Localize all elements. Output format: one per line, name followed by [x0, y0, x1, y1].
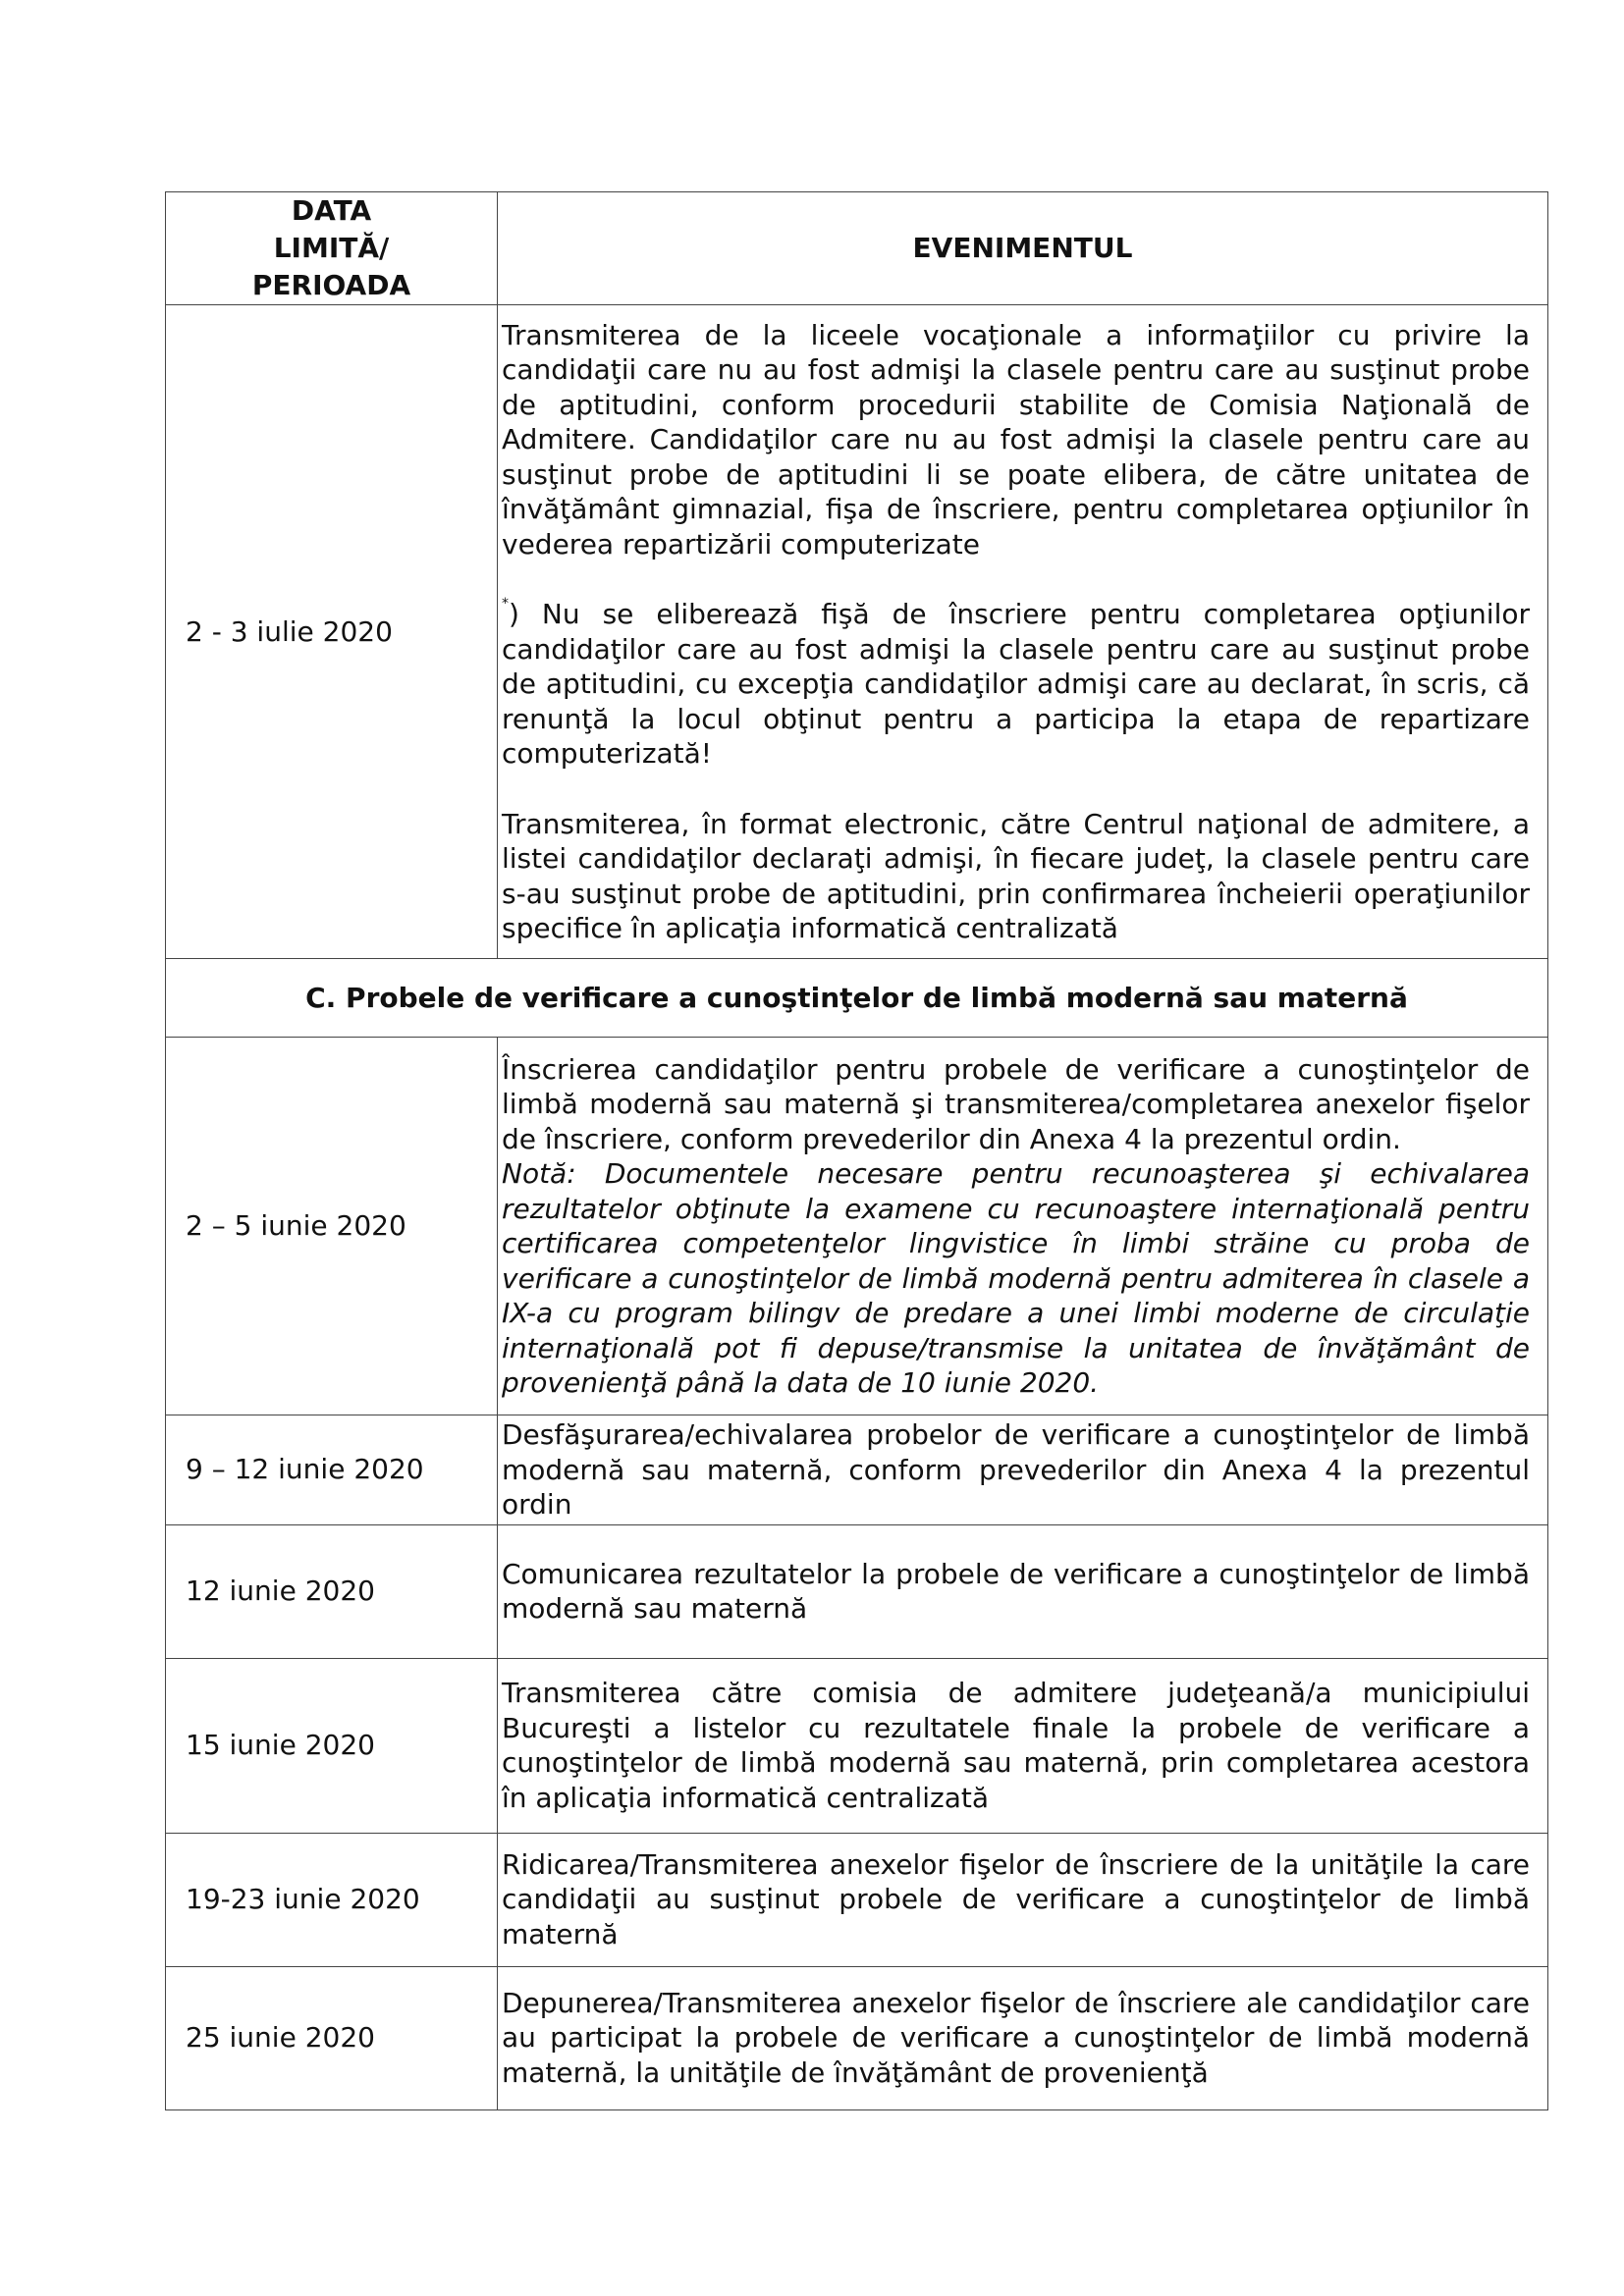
date-cell: 25 iunie 2020 — [166, 1966, 498, 2109]
date-cell: 9 – 12 iunie 2020 — [166, 1415, 498, 1525]
header-date-cell — [166, 192, 498, 305]
event-paragraph: Transmiterea de la liceele vocaţionale a informaţiilor cu privire la candidaţii care nu au fost admişi la clasele pentru care au susţinut probe de aptitudini, conform procedurii stabilite de Comisia Naţională de Admitere. Candidaţilor care nu au fost admişi la clasele pentru care au susţinut probe de aptitudini li se poate elibera, de către unitatea de învăţământ gimnazial, fişa de înscriere, pentru completarea opţiunilor în vederea repartizării computerizate — [502, 318, 1530, 561]
table-row — [166, 1966, 1548, 2109]
header-date-label: DATA LIMITĂ/ PERIOADA — [251, 194, 411, 301]
header-event-label: EVENIMENTUL — [912, 232, 1133, 264]
section-heading: C. Probele de verificare a cunoştinţelor de limbă modernă sau maternă — [166, 959, 1548, 1038]
header-event-cell — [498, 192, 1548, 305]
event-cell — [498, 1038, 1548, 1415]
footnote-mark: * — [502, 596, 509, 612]
event-cell: Comunicarea rezultatelor la probele de verificare a cunoştinţelor de limbă modernă sau maternă — [498, 1524, 1548, 1658]
table-row — [166, 1038, 1548, 1415]
event-cell: Ridicarea/Transmiterea anexelor fişelor de înscriere de la unităţile la care candidaţii au susţinut probele de verificare a cunoştinţelor de limbă maternă — [498, 1833, 1548, 1966]
footnote-text: ) Nu se eliberează fişă de înscriere pentru completarea opţiunilor candidaţilor care au fost admişi la clasele pentru care au susţinut probe de aptitudini, cu excepţia candidaţilor admişi care au declarat, în scris, că renunţă la locul obţinut pentru a participa la etapa de repartizare computerizată! — [502, 598, 1530, 770]
date-cell: 2 – 5 iunie 2020 — [166, 1038, 498, 1415]
table-row — [166, 1658, 1548, 1833]
date-cell: 2 - 3 iulie 2020 — [166, 305, 498, 959]
event-cell: Transmiterea către comisia de admitere judeţeană/a municipiului Bucureşti a listelor cu rezultatele finale la probele de verificare a cunoştinţelor de limbă modernă sau maternă, prin completarea acestora în aplicaţia informatică centralizată — [498, 1658, 1548, 1833]
footnote-paragraph — [502, 597, 1530, 772]
table-row — [166, 1833, 1548, 1966]
event-paragraph: Înscrierea candidaţilor pentru probele de verificare a cunoştinţelor de limbă modernă sau maternă şi transmiterea/completarea anexelor fişelor de înscriere, conform prevederilor din Anexa 4 la prezentul ordin. — [502, 1052, 1530, 1155]
header-row — [166, 192, 1548, 305]
event-cell — [498, 305, 1548, 959]
table-row — [166, 1524, 1548, 1658]
date-cell: 12 iunie 2020 — [166, 1524, 498, 1658]
table-row — [166, 1415, 1548, 1525]
schedule-table — [165, 191, 1548, 2110]
event-cell: Depunerea/Transmiterea anexelor fişelor de înscriere ale candidaţilor care au participat la probele de verificare a cunoştinţelor de limbă modernă maternă, la unităţile de învăţământ de provenienţă — [498, 1966, 1548, 2109]
date-cell: 15 iunie 2020 — [166, 1658, 498, 1833]
date-cell: 19-23 iunie 2020 — [166, 1833, 498, 1966]
event-paragraph: Transmiterea, în format electronic, către Centrul naţional de admitere, a listei candidaţilor declaraţi admişi, în fiecare judeţ, la clasele pentru care s-au susţinut probe de aptitudini, prin confirmarea încheierii operaţiunilor specifice în aplicaţia informatică centralizată — [502, 807, 1530, 944]
table-row — [166, 305, 1548, 959]
note-paragraph: Notă: Documentele necesare pentru recunoaşterea şi echivalarea rezultatelor obţinute la examene cu recunoaştere internaţională pentru certificarea competenţelor lingvistice în limbi străine cu proba de verificare a cunoştinţelor de limbă modernă pentru admiterea în clasele a IX-a cu program bilingv de predare a unei limbi moderne de circulaţie internaţională pot fi depuse/transmise la unitatea de învăţământ de provenienţă până la data de 10 iunie 2020. — [502, 1157, 1530, 1399]
section-row — [166, 959, 1548, 1038]
event-cell: Desfăşurarea/echivalarea probelor de verificare a cunoştinţelor de limbă modernă sau maternă, conform prevederilor din Anexa 4 la prezentul ordin — [498, 1415, 1548, 1525]
